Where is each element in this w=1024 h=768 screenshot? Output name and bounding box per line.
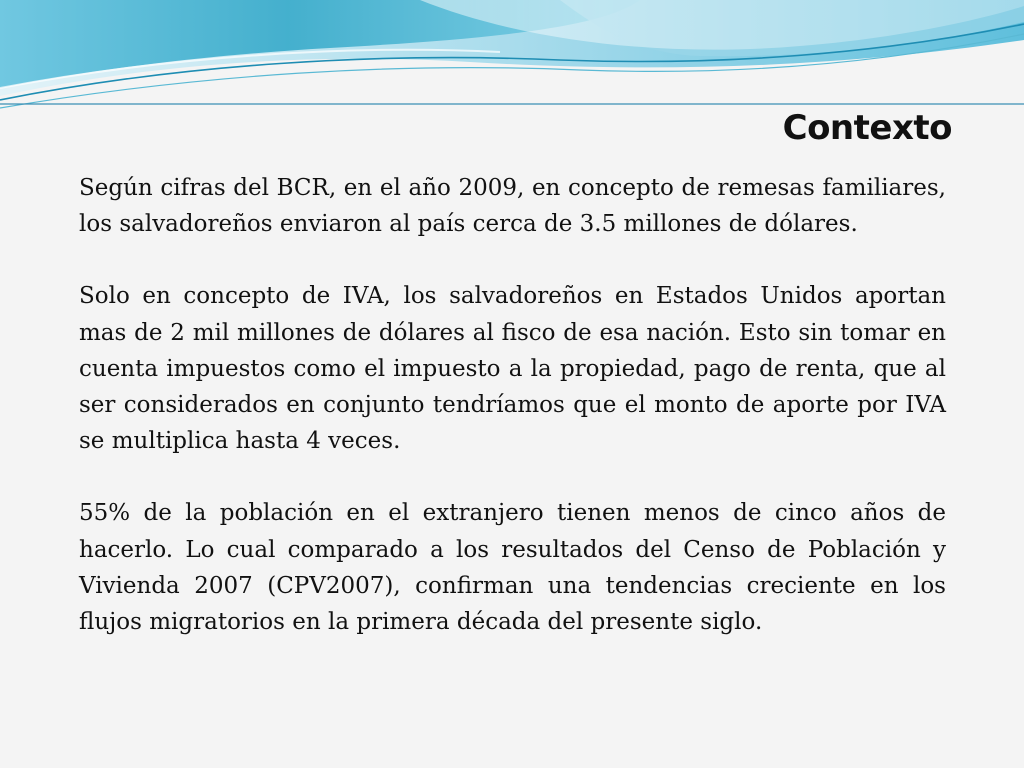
header-wave-decoration [0,0,1024,118]
paragraph-iva: Solo en concepto de IVA, los salvadoreños en Estados Unidos aportan mas de 2 mil millones de dólares al fisco de esa nación. Esto sin tomar en cuenta impuestos como el impuesto a la propiedad, pago de renta, que al ser considerados en conjunto tendríamos que el monto de aporte por IVA se multiplica hasta 4 veces. [79,283,946,455]
paragraph-poblacion: 55% de la población en el extranjero tienen menos de cinco años de hacerlo. Lo cual comparado a los resultados del Censo de Población y Vivienda 2007 (CPV2007), confirman una tendencias creciente en los flujos migratorios en la primera década del presente siglo. [79,500,946,636]
slide-body [79,170,946,640]
paragraph-remesas: Según cifras del BCR, en el año 2009, en concepto de remesas familiares, los salvadoreños enviaron al país cerca de 3.5 millones de dólares. [79,175,946,238]
slide-title: Contexto [782,108,952,148]
